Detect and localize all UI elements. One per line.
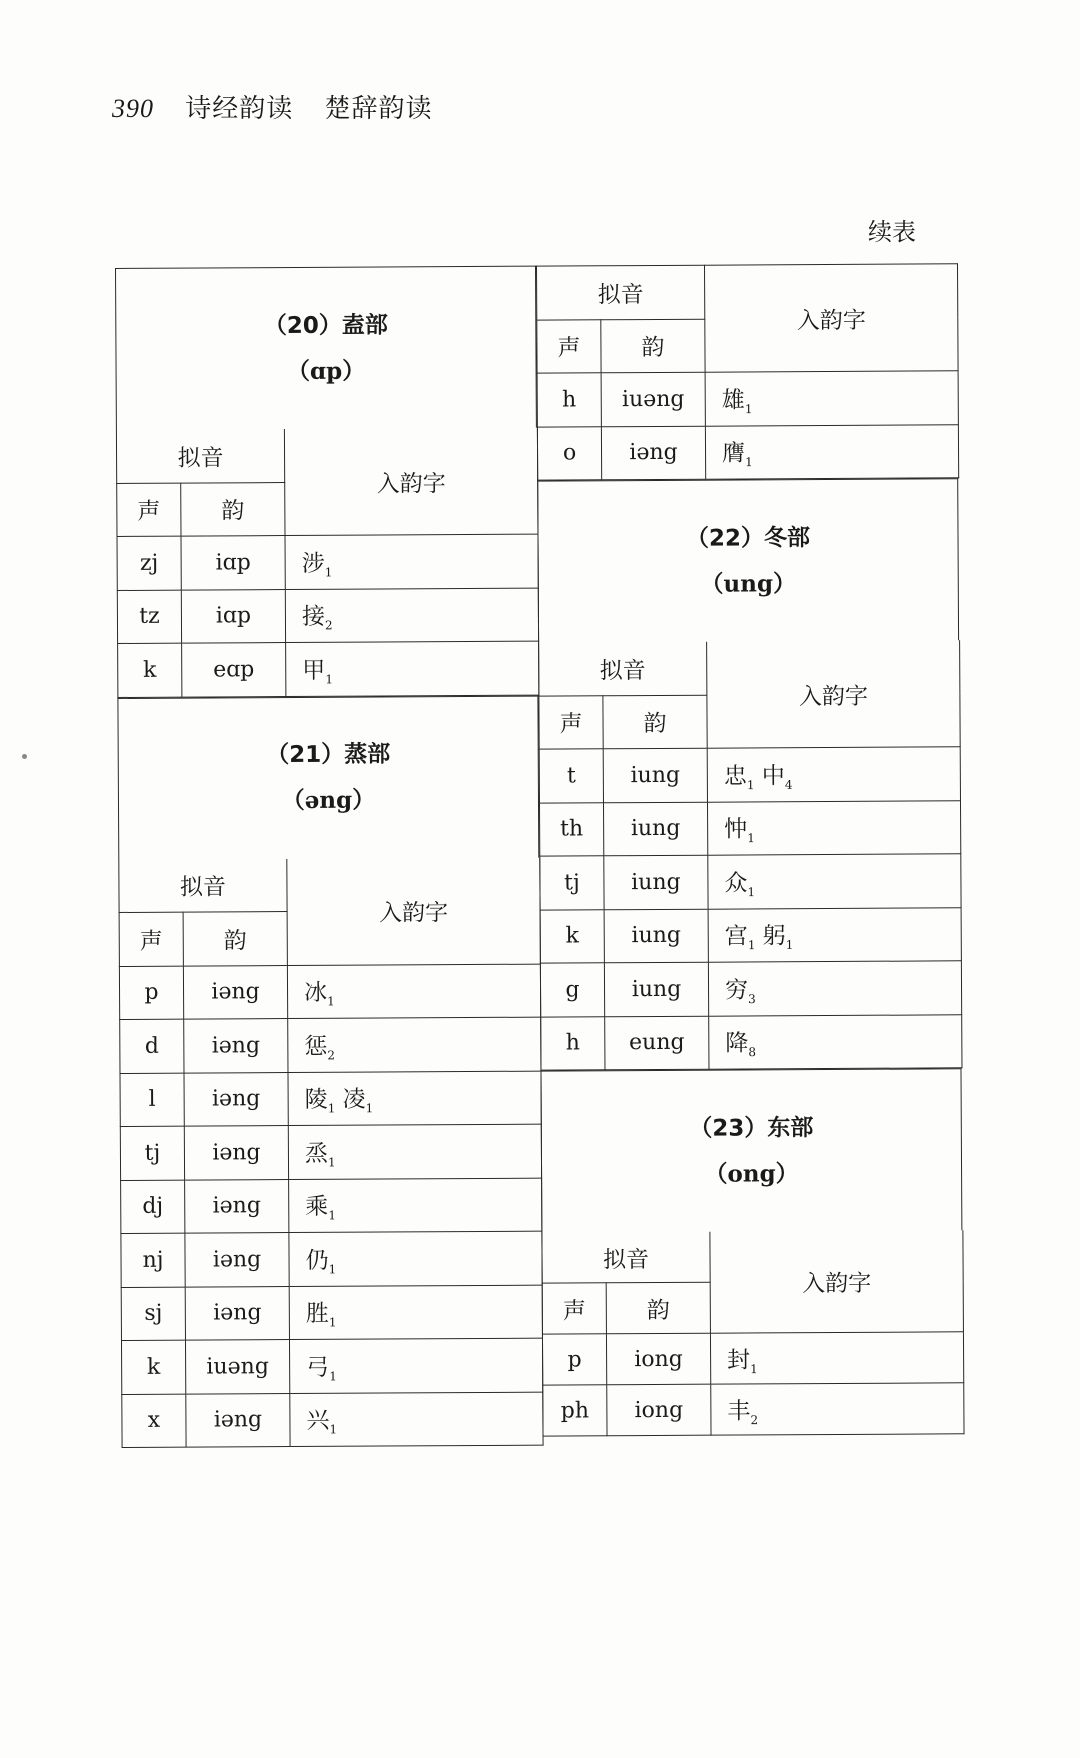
final-cell: iəng	[185, 1179, 289, 1233]
header-row	[536, 264, 957, 320]
niyin-header: 拟音	[536, 265, 704, 319]
occurrence-count: 1	[325, 672, 333, 687]
rhyme-char-cell	[708, 907, 961, 962]
initial-cell: t	[539, 749, 603, 803]
rhyme-char: 宫	[724, 923, 748, 951]
table-row	[120, 1124, 541, 1180]
occurrence-count: 1	[747, 831, 755, 846]
occurrence-count: 1	[329, 1422, 338, 1437]
occurrence-count: 1	[327, 1155, 336, 1170]
rhyme-char-cell	[289, 1231, 542, 1286]
initial-cell: g	[540, 963, 604, 1017]
header-row	[542, 1230, 963, 1283]
right-column	[536, 263, 964, 1436]
section-label: （22）冬部	[685, 524, 811, 552]
initial-cell: tz	[117, 590, 181, 644]
rhyme-char-cell	[285, 534, 538, 589]
rhyme-char: 忠	[723, 763, 747, 790]
initial-cell: tj	[120, 1126, 184, 1180]
rhyme-char: 陵	[304, 1087, 328, 1114]
header-row	[116, 428, 537, 483]
rhyme-char-cell	[705, 424, 958, 479]
section-rhyme: （ong）	[704, 1159, 799, 1188]
final-cell: iung	[604, 909, 708, 963]
rhyme-table	[115, 263, 965, 1553]
section-rhyme: （ung）	[700, 569, 797, 598]
table-row	[539, 747, 960, 803]
page-number: 390	[112, 94, 154, 123]
occurrence-count: 1	[329, 1369, 337, 1384]
initial-cell: h	[541, 1016, 605, 1070]
section-table-s20	[116, 428, 539, 698]
page-header	[112, 88, 433, 125]
rhyme-char: 胜	[305, 1301, 329, 1328]
table-row	[540, 854, 961, 910]
initial-cell: dj	[121, 1180, 185, 1234]
occurrence-count: 1	[747, 938, 756, 953]
yun-header: 韵	[601, 319, 705, 373]
table-row	[541, 1014, 962, 1070]
table-row	[543, 1383, 964, 1436]
initial-cell: nj	[121, 1233, 185, 1287]
occurrence-count: 2	[327, 1048, 336, 1063]
scan-speck	[22, 754, 27, 759]
occurrence-count: 3	[748, 991, 756, 1007]
rhyme-char-cell	[707, 747, 960, 802]
section-rhyme: （ɑp）	[286, 357, 366, 385]
sheng-header: 声	[542, 1283, 606, 1334]
table-row	[119, 964, 540, 1020]
occurrence-count: 8	[748, 1045, 757, 1060]
rhyme-char-cell	[705, 371, 958, 426]
rhyme-char-cell	[289, 1285, 542, 1340]
rhyme-char: 兴	[306, 1408, 330, 1435]
sheng-header: 声	[119, 912, 183, 966]
final-cell: iung	[603, 748, 707, 802]
occurrence-count: 1	[745, 455, 753, 470]
table-row	[120, 1071, 541, 1127]
ruyunzi-header: 入韵字	[707, 640, 961, 748]
initial-cell: ph	[543, 1385, 607, 1436]
rhyme-char: 膺	[721, 440, 746, 468]
table-row	[542, 1332, 963, 1385]
initial-cell: p	[119, 966, 183, 1020]
final-cell: iung	[604, 962, 708, 1016]
initial-cell: l	[120, 1073, 184, 1127]
rhyme-char-cell	[289, 1338, 542, 1393]
occurrence-count: 1	[328, 1315, 337, 1330]
section-table-s23	[541, 1230, 964, 1436]
initial-cell: d	[120, 1019, 184, 1073]
section-table-s22	[538, 640, 962, 1070]
rhyme-char: 凌	[342, 1087, 366, 1114]
rhyme-char-cell	[289, 1178, 542, 1233]
ruyunzi-header: 入韵字	[287, 857, 541, 965]
rhyme-char-cell	[709, 1014, 962, 1069]
rhyme-char-cell	[287, 964, 540, 1019]
rhyme-char: 烝	[304, 1140, 329, 1167]
niyin-header: 拟音	[539, 642, 707, 696]
initial-cell: k	[540, 909, 604, 963]
final-cell: iɑp	[181, 536, 285, 590]
left-column	[115, 266, 543, 1448]
rhyme-char-cell	[288, 1017, 541, 1072]
occurrence-count: 1	[365, 1101, 374, 1116]
yun-header: 韵	[606, 1282, 710, 1334]
final-cell: iəng	[185, 1233, 289, 1287]
rhyme-char-cell	[711, 1383, 964, 1435]
occurrence-count: 1	[327, 994, 335, 1009]
continued-label: 续表	[868, 218, 916, 246]
rhyme-char: 接	[301, 604, 326, 631]
occurrence-count: 2	[750, 1412, 759, 1427]
final-cell: iuəng	[601, 372, 705, 426]
occurrence-count: 1	[328, 1262, 337, 1277]
rhyme-char: 涉	[301, 550, 325, 577]
final-cell: iəng	[184, 1072, 288, 1126]
occurrence-count: 1	[324, 565, 333, 580]
final-cell: iong	[606, 1333, 710, 1385]
final-cell: iəng	[185, 1286, 289, 1340]
rhyme-char-cell	[708, 854, 961, 909]
table-row	[537, 371, 958, 427]
yun-header: 韵	[181, 482, 285, 536]
rhyme-char: 冰	[303, 980, 328, 1007]
initial-cell: h	[537, 373, 601, 427]
table-row	[122, 1392, 543, 1448]
initial-cell: zj	[117, 536, 181, 590]
final-cell: iəng	[186, 1393, 290, 1447]
section-label: （20）盍部	[263, 311, 388, 339]
final-cell: iung	[604, 855, 708, 909]
initial-cell: k	[118, 643, 182, 697]
final-cell: iuəng	[185, 1340, 289, 1394]
rhyme-char: 丰	[727, 1398, 751, 1425]
book-title-1: 诗经韵读	[185, 94, 294, 124]
section-rhyme: （əng）	[281, 786, 376, 815]
occurrence-count: 2	[324, 618, 333, 633]
niyin-header: 拟音	[542, 1232, 710, 1283]
section-table-s21	[118, 857, 543, 1448]
section-title-s21	[117, 695, 539, 859]
table-row	[121, 1338, 542, 1394]
section-title-s22	[537, 478, 959, 642]
rhyme-char-cell	[710, 1332, 963, 1384]
sheng-header: 声	[117, 483, 181, 537]
initial-cell: th	[539, 802, 603, 856]
rhyme-char: 躬	[762, 923, 786, 950]
occurrence-count: 1	[328, 1208, 336, 1223]
final-cell: iəng	[184, 1126, 288, 1180]
rhyme-char: 降	[725, 1030, 749, 1058]
table-row	[539, 800, 960, 856]
occurrence-count: 4	[784, 777, 793, 792]
rhyme-char: 甲	[302, 657, 326, 684]
rhyme-char-cell	[707, 800, 960, 855]
table-row	[540, 907, 961, 963]
table-row	[537, 424, 958, 480]
occurrence-count: 1	[744, 401, 753, 417]
final-cell: iəng	[184, 1019, 288, 1073]
rhyme-char: 众	[724, 870, 748, 897]
rhyme-char: 仍	[305, 1247, 329, 1274]
final-cell: iɑp	[181, 589, 285, 643]
table-row	[540, 961, 961, 1017]
table-row	[117, 534, 538, 590]
section-label: （23）东部	[689, 1114, 814, 1142]
initial-cell: tj	[540, 856, 604, 910]
rhyme-char-cell	[286, 641, 539, 696]
rhyme-char-cell	[285, 588, 538, 643]
final-cell: iəng	[601, 426, 705, 480]
final-cell: iung	[603, 802, 707, 856]
final-cell: eung	[605, 1016, 709, 1070]
rhyme-char: 乘	[305, 1194, 329, 1221]
initial-cell: o	[537, 426, 601, 480]
table-row	[121, 1231, 542, 1287]
niyin-header: 拟音	[119, 859, 287, 913]
rhyme-char-cell	[708, 961, 961, 1016]
table-row	[121, 1285, 542, 1341]
ruyunzi-header: 入韵字	[284, 428, 538, 536]
ruyunzi-header: 入韵字	[710, 1230, 964, 1333]
initial-cell: sj	[121, 1287, 185, 1341]
section-title-s23	[540, 1068, 962, 1232]
initial-cell: x	[122, 1394, 186, 1448]
yun-header: 韵	[603, 695, 707, 749]
occurrence-count: 1	[785, 938, 794, 953]
sheng-header: 声	[539, 695, 603, 749]
final-cell: iong	[607, 1384, 711, 1436]
occurrence-count: 1	[746, 777, 755, 793]
section-label: （21）蒸部	[266, 741, 391, 769]
header-row	[539, 640, 960, 695]
ruyunzi-header: 入韵字	[704, 264, 958, 372]
rhyme-char-cell	[290, 1392, 543, 1447]
initial-cell: k	[121, 1340, 185, 1394]
rhyme-char: 封	[727, 1347, 751, 1374]
rhyme-char: 忡	[724, 816, 748, 844]
rhyme-char: 穷	[724, 977, 749, 1004]
occurrence-count: 1	[750, 1361, 758, 1376]
section-table-s21_cont	[536, 263, 959, 480]
occurrence-count: 1	[327, 1101, 336, 1116]
rhyme-char: 中	[761, 763, 785, 790]
book-title-2: 楚辞韵读	[324, 94, 433, 124]
initial-cell: p	[542, 1334, 606, 1385]
header-row	[119, 857, 540, 912]
rhyme-char: 雄	[721, 387, 745, 414]
section-title-s20	[115, 266, 537, 430]
yun-header: 韵	[183, 912, 287, 966]
final-cell: eɑp	[182, 643, 286, 697]
table-row	[120, 1017, 541, 1073]
final-cell: iəng	[183, 965, 287, 1019]
rhyme-char-cell	[288, 1124, 541, 1179]
rhyme-char-cell	[288, 1071, 541, 1126]
rhyme-char: 弓	[306, 1354, 330, 1381]
table-row	[121, 1178, 542, 1234]
occurrence-count: 1	[747, 884, 756, 900]
table-row	[118, 641, 539, 697]
niyin-header: 拟音	[116, 429, 284, 483]
rhyme-char: 惩	[304, 1033, 328, 1060]
table-row	[117, 588, 538, 644]
sheng-header: 声	[537, 319, 601, 373]
